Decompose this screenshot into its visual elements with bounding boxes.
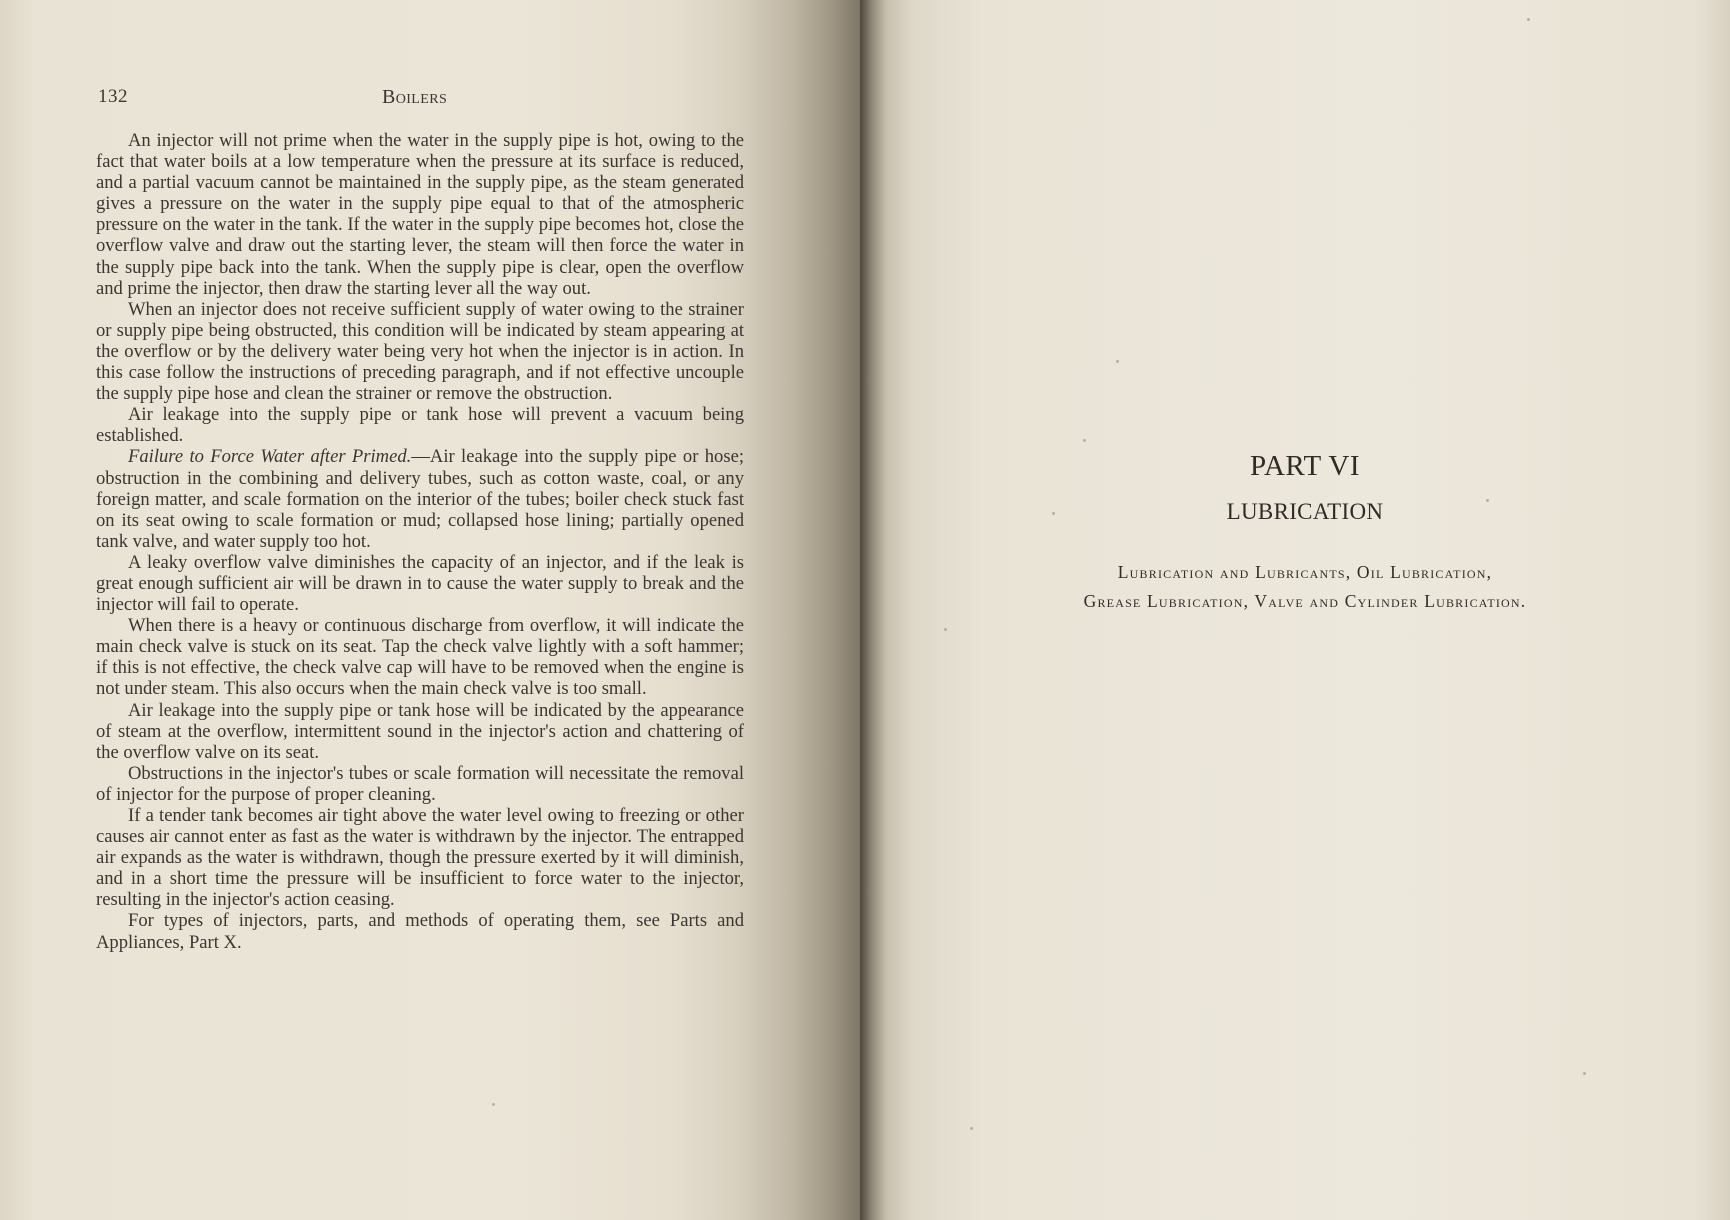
- paragraph: If a tender tank becomes air tight above the water level owing to freezing or other causes air cannot enter as fast as the water is withdrawn by the injector. The entrapped air expands as the water is withdrawn, though the pressure exerted by it will diminish, and in a short time the pressure will be insufficient to force water to the injector, resulting in the injector's action ceasing.: [96, 805, 744, 911]
- paragraph: A leaky overflow valve diminishes the capacity of an injector, and if the leak is great enough sufficient air will be drawn in to cause the water supply to break and the injector will fail to operate.: [96, 551, 744, 616]
- paragraph: When an injector does not receive sufficient supply of water owing to the strainer or supply pipe being obstructed, this condition will be indicated by steam appearing at the overflow or by the delivery water being very hot when the injector is in action. In this case follow the instructions of preceding paragraph, and if not effective uncouple the supply pipe hose and clean the strainer or remove the obstruction.: [96, 298, 744, 405]
- paper-speck: [1486, 499, 1489, 502]
- body-text: [96, 130, 744, 953]
- paragraph: Air leakage into the supply pipe or tank hose will prevent a vacuum being established.: [96, 404, 744, 447]
- running-head: [98, 86, 748, 110]
- paragraph: Obstructions in the injector's tubes or scale formation will necessitate the removal of injector for the purpose of proper cleaning.: [96, 762, 744, 805]
- paragraph: For types of injectors, parts, and methods of operating them, see Parts and Appliances, Part X.: [96, 910, 744, 953]
- paper-speck: [492, 1103, 495, 1106]
- paper-speck: [1583, 1072, 1586, 1075]
- paper-speck: [944, 628, 947, 631]
- page-number: 132: [98, 86, 128, 107]
- part-subtitle: LUBRICATION: [1226, 499, 1384, 524]
- paper-speck: [1527, 18, 1530, 21]
- paragraph: When there is a heavy or continuous discharge from overflow, it will indicate the main check valve is stuck on its seat. Tap the check valve lightly with a soft hammer; if this is not effective, the check valve cap will have to be removed when the engine is not under steam. This also occurs when the main check valve is too small.: [96, 615, 744, 700]
- part-title: PART VI: [1249, 450, 1361, 482]
- paper-speck: [1052, 512, 1055, 515]
- paragraph: An injector will not prime when the water in the supply pipe is hot, owing to the fact that water boils at a low temperature when the pressure at its surface is reduced, and a partial vacuum cannot be maintained in the supply pipe, as the steam generated gives a pressure on the water in the supply pipe equal to that of the atmospheric pressure on the water in the tank. If the water in the supply pipe becomes hot, close the overflow valve and draw out the starting lever, the steam will then force the water in the supply pipe back into the tank. When the supply pipe is clear, open the overflow and prime the injector, then draw the starting lever all the way out.: [96, 130, 744, 299]
- paper-speck: [1116, 360, 1119, 363]
- italic-run-in-heading: Failure to Force Water after Primed.: [128, 446, 412, 468]
- paper-speck: [970, 1127, 973, 1130]
- contents-line: Grease Lubrication, Valve and Cylinder Lubrication.: [1083, 591, 1527, 611]
- running-title: Boilers: [382, 86, 448, 108]
- paragraph: Failure to Force Water after Primed.—Air leakage into the supply pipe or hose; obstruction in the combining and delivery tubes, such as cotton waste, coal, or any foreign matter, and scale formation on the interior of the tubes; boiler check stuck fast on its seat owing to scale formation or mud; collapsed hose lining; partially opened tank valve, and water supply too hot.: [96, 446, 744, 552]
- contents-line: Lubrication and Lubricants, Oil Lubrication,: [1117, 562, 1493, 582]
- left-page: [0, 0, 860, 1220]
- paper-speck: [1083, 439, 1086, 442]
- part-contents: [1000, 558, 1610, 616]
- paragraph: Air leakage into the supply pipe or tank hose will be indicated by the appearance of steam at the overflow, intermittent sound in the injector's action and chattering of the overflow valve on its seat.: [96, 699, 744, 763]
